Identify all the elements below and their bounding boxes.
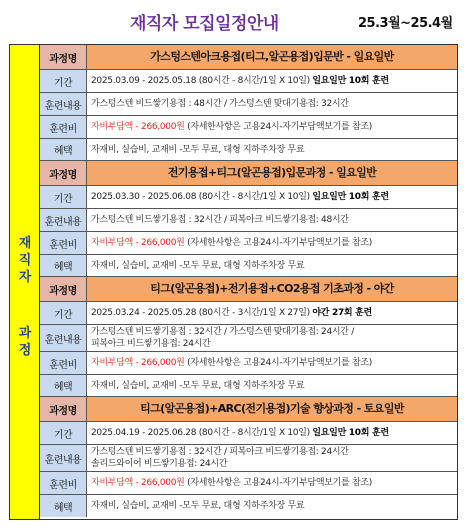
- benefit-label: 혜택: [40, 495, 87, 517]
- period-label: 기간: [40, 302, 87, 324]
- benefit-value: 자재비, 실습비, 교재비 -모두 무료, 대형 지하주차장 무료: [91, 260, 305, 271]
- course-grid: [40, 45, 457, 517]
- period-row: [40, 422, 457, 445]
- fee-value: 자비부담액 - 266,000원 (자세한사항은 고용24시-자기부담액보기를 참조): [91, 122, 372, 132]
- content-label: 훈련내용: [40, 325, 87, 351]
- content-value: 가스텅스텐 비드쌓기용접 : 32시간 / 피복아크 비드쌓기용접: 24시간 솔리드와이어 비드쌓기용접: 24시간: [91, 447, 349, 469]
- content-value: 가스텅스텐 비드쌓기용접 : 32시간 / 피복아크 비드쌓기용접: 48시간: [91, 215, 349, 225]
- sidebar-label-bottom: 과 정: [18, 326, 32, 358]
- content-label: 훈련내용: [40, 93, 87, 115]
- benefit-value: 자재비, 실습비, 교재비 -모두 무료, 대형 지하주차장 무료: [91, 501, 305, 511]
- fee-value: 자비부담액 - 266,000원 (자세한사항은 고용24시-자기부담액보기를 참조): [91, 478, 372, 488]
- fee-label: 훈련비: [40, 116, 87, 138]
- benefit-label: 혜택: [40, 139, 87, 160]
- fee-label: 훈련비: [40, 352, 87, 374]
- course-row: [40, 277, 457, 302]
- period-value: 2025.03.09 - 2025.05.18 (80시간 - 8시간/1일 X 10일) 일요일만 10회 훈련: [91, 76, 389, 86]
- content-row: [40, 325, 457, 352]
- page-title: 재직자 모집일정안내: [130, 14, 279, 34]
- content-label: 훈련내용: [40, 445, 87, 471]
- benefit-row: [40, 255, 457, 277]
- course-row: [40, 397, 457, 422]
- fee-label: 훈련비: [40, 232, 87, 254]
- schedule-table: [9, 44, 458, 520]
- page-header: [0, 0, 465, 44]
- benefit-row: [40, 139, 457, 161]
- period-label: 기간: [40, 186, 87, 208]
- benefit-value: 자재비, 실습비, 교재비 -모두 무료, 대형 지하주차장 무료: [91, 380, 305, 391]
- course-row: [40, 161, 457, 186]
- content-row: [40, 93, 457, 116]
- course-name: 전기용접+티그(알곤용접)입문과정 - 일요일반: [87, 161, 457, 185]
- fee-value: 자비부담액 - 266,000원 (자세한사항은 고용24시-자기부담액보기를 참조): [91, 238, 372, 248]
- sidebar-label: [10, 45, 40, 519]
- course-label: 과정명: [40, 397, 87, 421]
- course-name: 티그(알곤용접)+ARC(전기용접)기술 향상과정 - 토요일반: [87, 397, 457, 421]
- period-label: 기간: [40, 70, 87, 92]
- course-label: 과정명: [40, 277, 87, 301]
- benefit-row: [40, 495, 457, 517]
- period-value: 2025.03.30 - 2025.06.08 (80시간 - 8시간/1일 X 10일) 일요일만 10회 훈련: [91, 192, 389, 202]
- fee-row: [40, 116, 457, 139]
- course-name: 가스텅스텐아크용접(티그,알곤용접)입문반 - 일요일반: [87, 45, 457, 69]
- period-row: [40, 186, 457, 209]
- benefit-label: 혜택: [40, 255, 87, 276]
- benefit-value: 자재비, 실습비, 교재비 -모두 무료, 대형 지하주차장 무료: [91, 144, 305, 155]
- fee-row: [40, 352, 457, 375]
- period-value: 2025.04.19 - 2025.06.28 (80시간 - 8시간/1일 X 10일) 일요일만 10회 훈련: [91, 428, 389, 438]
- course-row: [40, 45, 457, 70]
- period-label: 기간: [40, 422, 87, 444]
- content-label: 훈련내용: [40, 209, 87, 231]
- content-value: 가스텅스텐 비드쌓기용접 : 48시간 / 가스텅스텐 맞대기용접: 32시간: [91, 99, 349, 109]
- period-value: 2025.03.24 - 2025.05.28 (80시간 - 3시간/1일 X 27일) 야간 27회 훈련: [91, 308, 372, 318]
- course-label: 과정명: [40, 45, 87, 69]
- recruit-period: 25.3월~25.4월: [358, 16, 453, 31]
- fee-row: [40, 232, 457, 255]
- period-row: [40, 70, 457, 93]
- fee-row: [40, 472, 457, 495]
- content-value: 가스텅스텐 비드쌓기용접 : 32시간 / 가스텅스텐 맞대기용접: 24시간 / 피복아크 비드쌓기용접: 24시간: [91, 327, 354, 349]
- sidebar-label-top: 재 직 자: [18, 236, 32, 285]
- fee-value: 자비부담액 - 266,000원 (자세한사항은 고용24시-자기부담액보기를 참조): [91, 358, 372, 368]
- content-row: [40, 209, 457, 232]
- course-label: 과정명: [40, 161, 87, 185]
- benefit-label: 혜택: [40, 375, 87, 396]
- fee-label: 훈련비: [40, 472, 87, 494]
- benefit-row: [40, 375, 457, 397]
- period-row: [40, 302, 457, 325]
- content-row: [40, 445, 457, 472]
- course-name: 티그(알곤용접)+전기용접+CO2용접 기초과정 - 야간: [87, 277, 457, 301]
